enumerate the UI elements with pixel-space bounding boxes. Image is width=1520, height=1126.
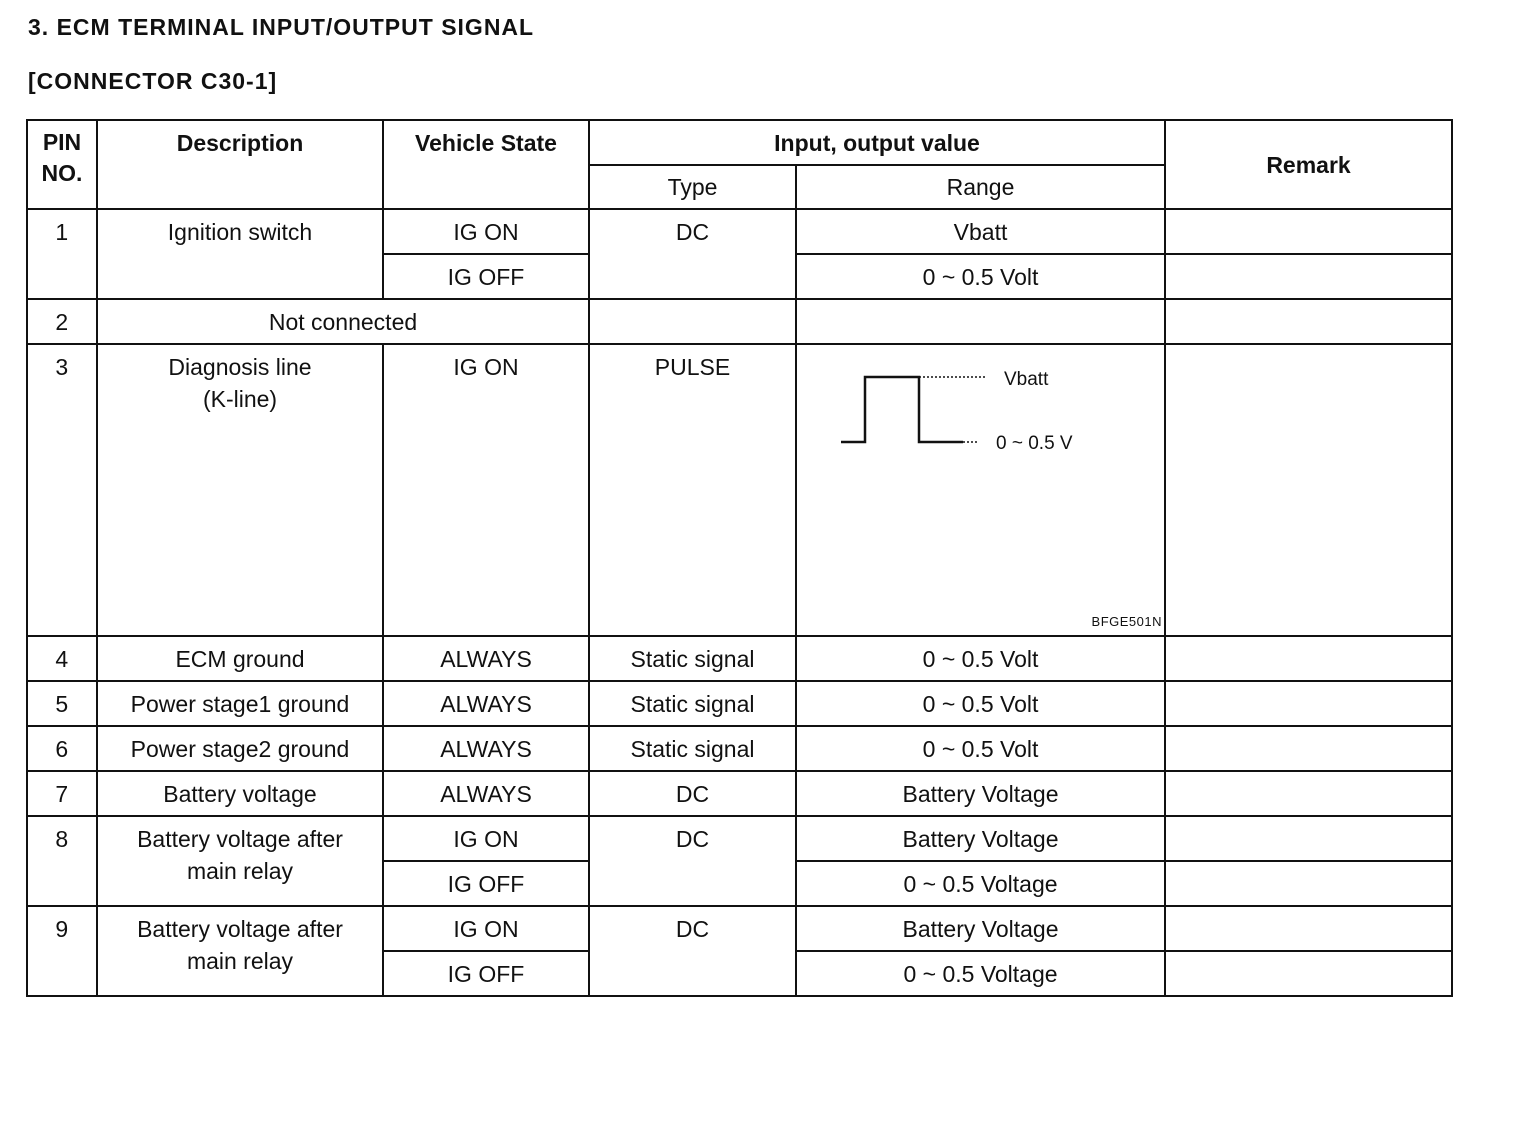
pin-number: 7 xyxy=(27,771,97,816)
remark xyxy=(1165,771,1452,816)
pin-description: Battery voltage after main relay xyxy=(97,816,383,906)
signal-type: DC xyxy=(589,209,796,299)
pin-description: Power stage1 ground xyxy=(97,681,383,726)
remark xyxy=(1165,906,1452,951)
signal-type: DC xyxy=(589,906,796,996)
pin-number: 6 xyxy=(27,726,97,771)
signal-range: 0 ~ 0.5 Volt xyxy=(796,254,1165,299)
signal-table xyxy=(26,119,1453,997)
pin-description: Not connected xyxy=(97,299,589,344)
signal-range: 0 ~ 0.5 Volt xyxy=(796,726,1165,771)
signal-range: Vbatt xyxy=(796,209,1165,254)
signal-type: DC xyxy=(589,771,796,816)
signal-range: 0 ~ 0.5 Volt xyxy=(796,636,1165,681)
remark xyxy=(1165,299,1452,344)
signal-type xyxy=(589,299,796,344)
pin-number: 3 xyxy=(27,344,97,636)
header-row xyxy=(27,120,1452,165)
table-row xyxy=(27,726,1452,771)
pin-number: 9 xyxy=(27,906,97,996)
remark xyxy=(1165,209,1452,254)
signal-range: 0 ~ 0.5 Volt xyxy=(796,681,1165,726)
table-row xyxy=(27,816,1452,861)
remark xyxy=(1165,951,1452,996)
section-heading: 3. ECM TERMINAL INPUT/OUTPUT SIGNAL xyxy=(28,14,535,40)
header-vehicle-state: Vehicle State xyxy=(383,120,589,209)
signal-range: Battery Voltage xyxy=(796,906,1165,951)
pin-description: Battery voltage xyxy=(97,771,383,816)
signal-type: DC xyxy=(589,816,796,906)
table-row xyxy=(27,209,1452,254)
signal-range: Battery Voltage xyxy=(796,771,1165,816)
header-type: Type xyxy=(589,165,796,209)
pin-number: 2 xyxy=(27,299,97,344)
remark xyxy=(1165,681,1452,726)
table-row xyxy=(27,636,1452,681)
pulse-trace xyxy=(841,377,963,442)
pin-description: Ignition switch xyxy=(97,209,383,299)
pin-description: ECM ground xyxy=(97,636,383,681)
vehicle-state: ALWAYS xyxy=(383,681,589,726)
figure-code: BFGE501N xyxy=(1091,614,1163,629)
vehicle-state: ALWAYS xyxy=(383,726,589,771)
signal-range: Battery Voltage xyxy=(796,816,1165,861)
vehicle-state: ALWAYS xyxy=(383,636,589,681)
signal-type: Static signal xyxy=(589,726,796,771)
table-row xyxy=(27,344,1452,636)
vehicle-state: ALWAYS xyxy=(383,771,589,816)
remark xyxy=(1165,726,1452,771)
signal-range xyxy=(796,299,1165,344)
header-io-value: Input, output value xyxy=(589,120,1165,165)
vehicle-state: IG ON xyxy=(383,344,589,636)
remark xyxy=(1165,344,1452,636)
table-row xyxy=(27,906,1452,951)
table-row xyxy=(27,681,1452,726)
vehicle-state: IG OFF xyxy=(383,951,589,996)
pin-number: 5 xyxy=(27,681,97,726)
signal-range: 0 ~ 0.5 Voltage xyxy=(796,861,1165,906)
header-range: Range xyxy=(796,165,1165,209)
remark xyxy=(1165,636,1452,681)
header-description: Description xyxy=(97,120,383,209)
header-remark: Remark xyxy=(1165,120,1452,209)
remark xyxy=(1165,861,1452,906)
pulse-waveform-graphic xyxy=(797,345,1165,635)
connector-heading: [CONNECTOR C30-1] xyxy=(28,68,278,94)
table-row xyxy=(27,299,1452,344)
vehicle-state: IG OFF xyxy=(383,861,589,906)
signal-type: Static signal xyxy=(589,681,796,726)
remark xyxy=(1165,816,1452,861)
pin-description: Power stage2 ground xyxy=(97,726,383,771)
pin-number: 4 xyxy=(27,636,97,681)
vehicle-state: IG ON xyxy=(383,209,589,254)
vehicle-state: IG ON xyxy=(383,816,589,861)
remark xyxy=(1165,254,1452,299)
pulse-waveform xyxy=(796,344,1165,636)
signal-type: Static signal xyxy=(589,636,796,681)
signal-range: 0 ~ 0.5 Voltage xyxy=(796,951,1165,996)
vehicle-state: IG ON xyxy=(383,906,589,951)
pin-number: 1 xyxy=(27,209,97,299)
high-level-label: Vbatt xyxy=(1004,369,1049,390)
pin-description: Battery voltage after main relay xyxy=(97,906,383,996)
pin-number: 8 xyxy=(27,816,97,906)
signal-type: PULSE xyxy=(589,344,796,636)
pin-description: Diagnosis line (K-line) xyxy=(97,344,383,636)
vehicle-state: IG OFF xyxy=(383,254,589,299)
header-pin-no: PIN NO. xyxy=(27,120,97,209)
table-row xyxy=(27,771,1452,816)
low-level-label: 0 ~ 0.5 V xyxy=(996,433,1073,454)
